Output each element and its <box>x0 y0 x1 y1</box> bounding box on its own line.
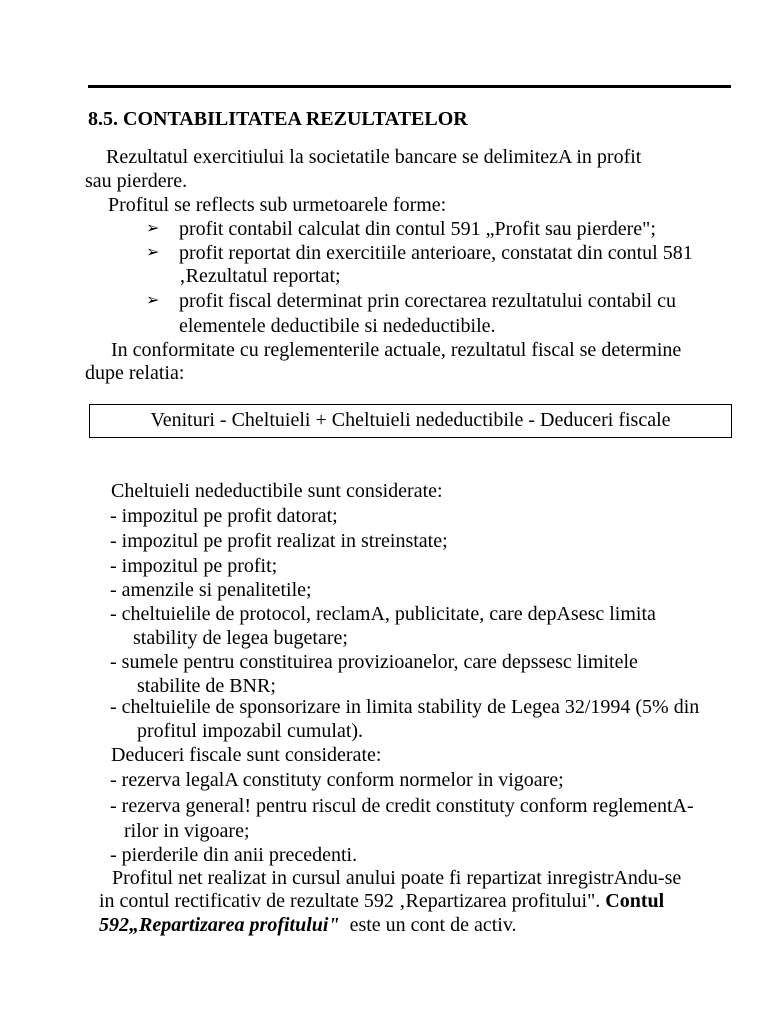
nondeductible-item-cont: stabilite de BNR; <box>137 675 276 697</box>
deduction-item: - pierderile din anii precedenti. <box>110 844 358 866</box>
intro-line-1: Rezultatul exercitiului la societatile bancare se delimitezA in profit <box>106 146 642 168</box>
nondeductible-item-cont: stability de legea bugetare; <box>133 627 348 649</box>
closing-line-3-text: este un cont de activ. <box>349 914 517 936</box>
deductions-title: Deduceri fiscale sunt considerate: <box>111 744 382 766</box>
fiscal-intro-line-1: In conformitate cu reglementerile actuale, rezultatul fiscal se determine <box>111 339 682 361</box>
deduction-item: - rezerva legalA constituty conform normelor in vigoare; <box>110 769 564 791</box>
formula-text: Venituri - Cheltuieli + Cheltuieli nedeductibile - Deduceri fiscale <box>150 409 671 431</box>
deduction-item: - rezerva general! pentru riscul de credit constituty conform reglementA- <box>110 795 694 817</box>
section-title: 8.5. CONTABILITATEA REZULTATELOR <box>88 108 468 130</box>
nondeductible-title: Cheltuieli nedeductibile sunt considerate: <box>111 480 443 502</box>
nondeductible-item: - cheltuielile de sponsorizare in limita stability de Legea 32/1994 (5% din <box>110 696 700 718</box>
nondeductible-item: - impozitul pe profit; <box>110 555 278 577</box>
intro-line-2: sau pierdere. <box>85 170 188 192</box>
closing-line-2 <box>99 890 664 912</box>
deduction-item-cont: rilor in vigoare; <box>124 820 250 842</box>
closing-line-3-bold: 592„Repartizarea profitului" <box>99 914 340 936</box>
closing-line-1: Profitul net realizat in cursul anului poate fi repartizat inregistrAndu-se <box>112 867 682 889</box>
nondeductible-item: - sumele pentru constituirea provizioanelor, care depssesc limitele <box>110 651 638 673</box>
form-line: profit reportat din exercitiile anterioare, constatat din contul 581 <box>179 242 693 264</box>
bullet-arrow-icon: ➢ <box>146 244 160 261</box>
closing-line-2-text: in contul rectificativ de rezultate 592 ‚Repartizarea profitului". <box>99 890 601 912</box>
nondeductible-item-cont: profitul impozabil cumulat). <box>137 720 364 742</box>
nondeductible-item: - amenzile si penalitetile; <box>110 579 312 601</box>
bullet-arrow-icon: ➢ <box>146 292 160 309</box>
nondeductible-item: - impozitul pe profit datorat; <box>110 505 338 527</box>
fiscal-intro-line-2: dupe relatia: <box>85 362 185 384</box>
nondeductible-item: - cheltuielile de protocol, reclamA, publicitate, care depAsesc limita <box>110 603 656 625</box>
form-line: elementele deductibile si nedeductibile. <box>179 315 496 337</box>
top-rule <box>88 85 731 88</box>
form-line: ‚Rezultatul reportat; <box>179 265 341 287</box>
nondeductible-item: - impozitul pe profit realizat in streinstate; <box>110 530 448 552</box>
closing-line-2-bold: Contul <box>605 890 665 912</box>
form-line: profit contabil calculat din contul 591 „Profit sau pierdere"; <box>179 218 656 240</box>
closing-line-3 <box>99 914 517 936</box>
form-line: profit fiscal determinat prin corectarea rezultatului contabil cu <box>179 290 676 312</box>
bullet-arrow-icon: ➢ <box>146 220 160 237</box>
forms-intro: Profitul se reflects sub urmetoarele forme: <box>108 194 447 216</box>
formula-box <box>89 404 732 438</box>
